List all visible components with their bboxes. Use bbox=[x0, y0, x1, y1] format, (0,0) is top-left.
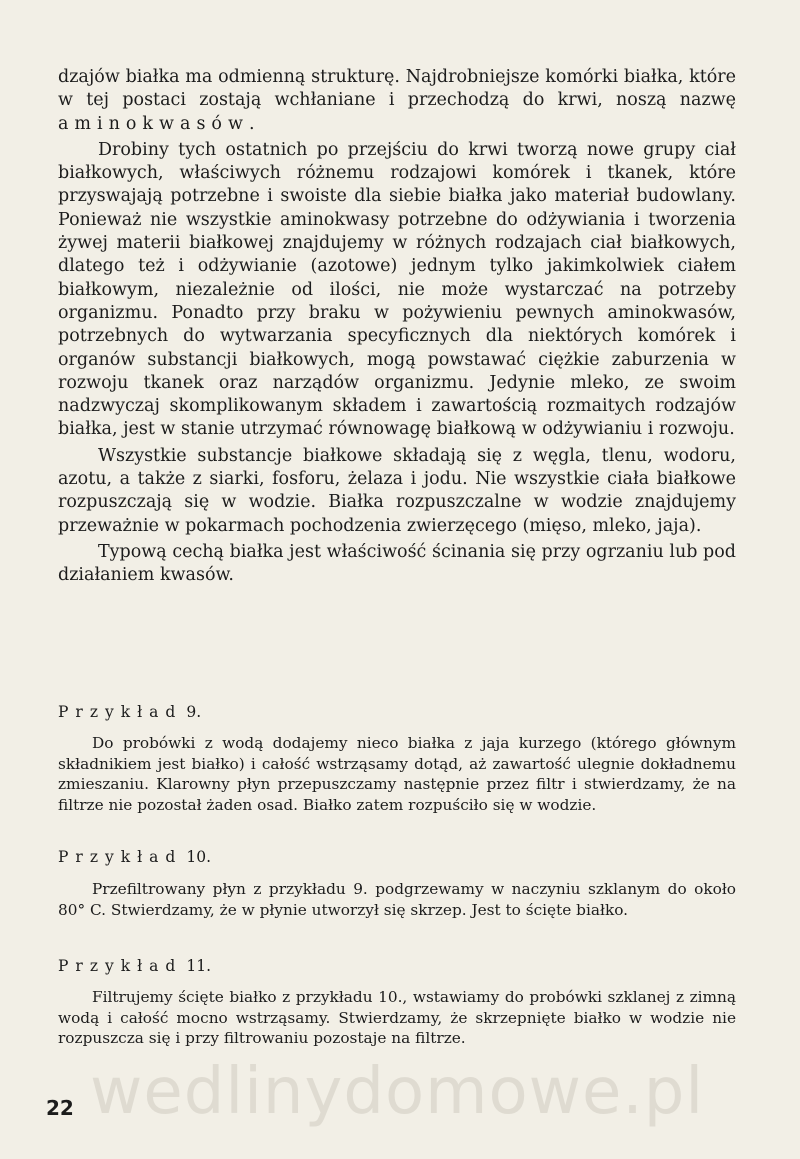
example-9-number: 9. bbox=[186, 703, 202, 721]
term-aminokwasow: aminokwasów bbox=[58, 113, 249, 134]
example-9-text: Do probówki z wodą dodajemy nieco białka z jaja kurzego (którego głównym składnikiem jest białko) i całość wstrząsamy dotąd, aż zawartość ulegnie dokładnemu zmieszaniu. Klarowny płyn przepuszczamy następnie przez filtr i stwierdzamy, że na filtrze nie pozostał żaden osad. Białko zatem rozpuściło się w wodzie. bbox=[58, 734, 736, 814]
example-9-body bbox=[58, 733, 736, 815]
example-10-text: Przefiltrowany płyn z przykładu 9. podgrzewamy w naczyniu szklanym do około 80° C. Stwierdzamy, że w płynie utworzył się skrzep. Jest to ścięte białko. bbox=[58, 880, 736, 919]
paragraph-3: Wszystkie substancje białkowe składają się z węgla, tlenu, wodoru, azotu, a także z siarki, fosforu, żelaza i jodu. Nie wszystkie ciała białkowe rozpuszczają się w wodzie. Białka rozpuszczalne w wodzie znajdujemy przeważnie w pokarmach pochodzenia zwierzęcego (mięso, mleko, jaja). bbox=[58, 445, 736, 536]
example-10-body bbox=[58, 879, 736, 920]
example-11-heading bbox=[58, 957, 211, 975]
example-10-number: 10. bbox=[186, 848, 211, 866]
paragraph-2: Drobiny tych ostatnich po przejściu do krwi tworzą nowe grupy ciał białkowych, właściwych różnemu rodzajowi komórek i tkanek, które przyswajają potrzebne i swoiste dla siebie białka jako materiał budowlany. Ponieważ nie wszystkie aminokwasy potrzebne do odżywiania i tworzenia żywej materii białkowej znajdujemy w różnych rodzajach ciał białkowych, dlatego też i odżywianie (azotowe) jednym tylko jakimkolwiek ciałem białkowym, niezależnie od ilości, nie może wystarczać na potrzeby organizmu. Ponadto przy braku w pożywieniu pewnych aminokwasów, potrzebnych do wytwarzania specyficznych dla niektórych komórek i organów substancji białkowych, mogą powstawać ciężkie zaburzenia w rozwoju tkanek oraz narządów organizmu. Jedynie mleko, ze swoim nadzwyczaj skomplikowanym składem i zawartością rozmaitych rodzajów białka, jest w stanie utrzymać równowagę białkową w odżywianiu i rozwoju. bbox=[58, 139, 736, 440]
example-10-heading bbox=[58, 848, 211, 866]
watermark: wedlinydomowe.pl bbox=[90, 1055, 705, 1129]
paragraph-1-end: . bbox=[248, 113, 255, 134]
example-11-word: Przykład bbox=[58, 957, 183, 975]
example-10-word: Przykład bbox=[58, 848, 183, 866]
example-9-word: Przykład bbox=[58, 703, 183, 721]
example-9-heading bbox=[58, 703, 201, 721]
example-11-number: 11. bbox=[186, 957, 211, 975]
paragraph-1 bbox=[58, 66, 736, 136]
main-text bbox=[58, 66, 736, 591]
paragraph-4: Typową cechą białka jest właściwość ścinania się przy ogrzaniu lub pod działaniem kwasów. bbox=[58, 541, 736, 586]
paragraph-1-text: dzajów białka ma odmienną strukturę. Najdrobniejsze komórki białka, które w tej postaci zostają wchłaniane i przechodzą do krwi, noszą nazwę bbox=[58, 67, 736, 111]
example-11-body bbox=[58, 987, 736, 1049]
example-11-text: Filtrujemy ścięte białko z przykładu 10., wstawiamy do probówki szklanej z zimną wodą i całość mocno wstrząsamy. Stwierdzamy, że skrzepnięte białko w wodzie nie rozpuszcza się i przy filtrowaniu pozostaje na filtrze. bbox=[58, 988, 736, 1047]
page-number: 22 bbox=[46, 1096, 74, 1120]
